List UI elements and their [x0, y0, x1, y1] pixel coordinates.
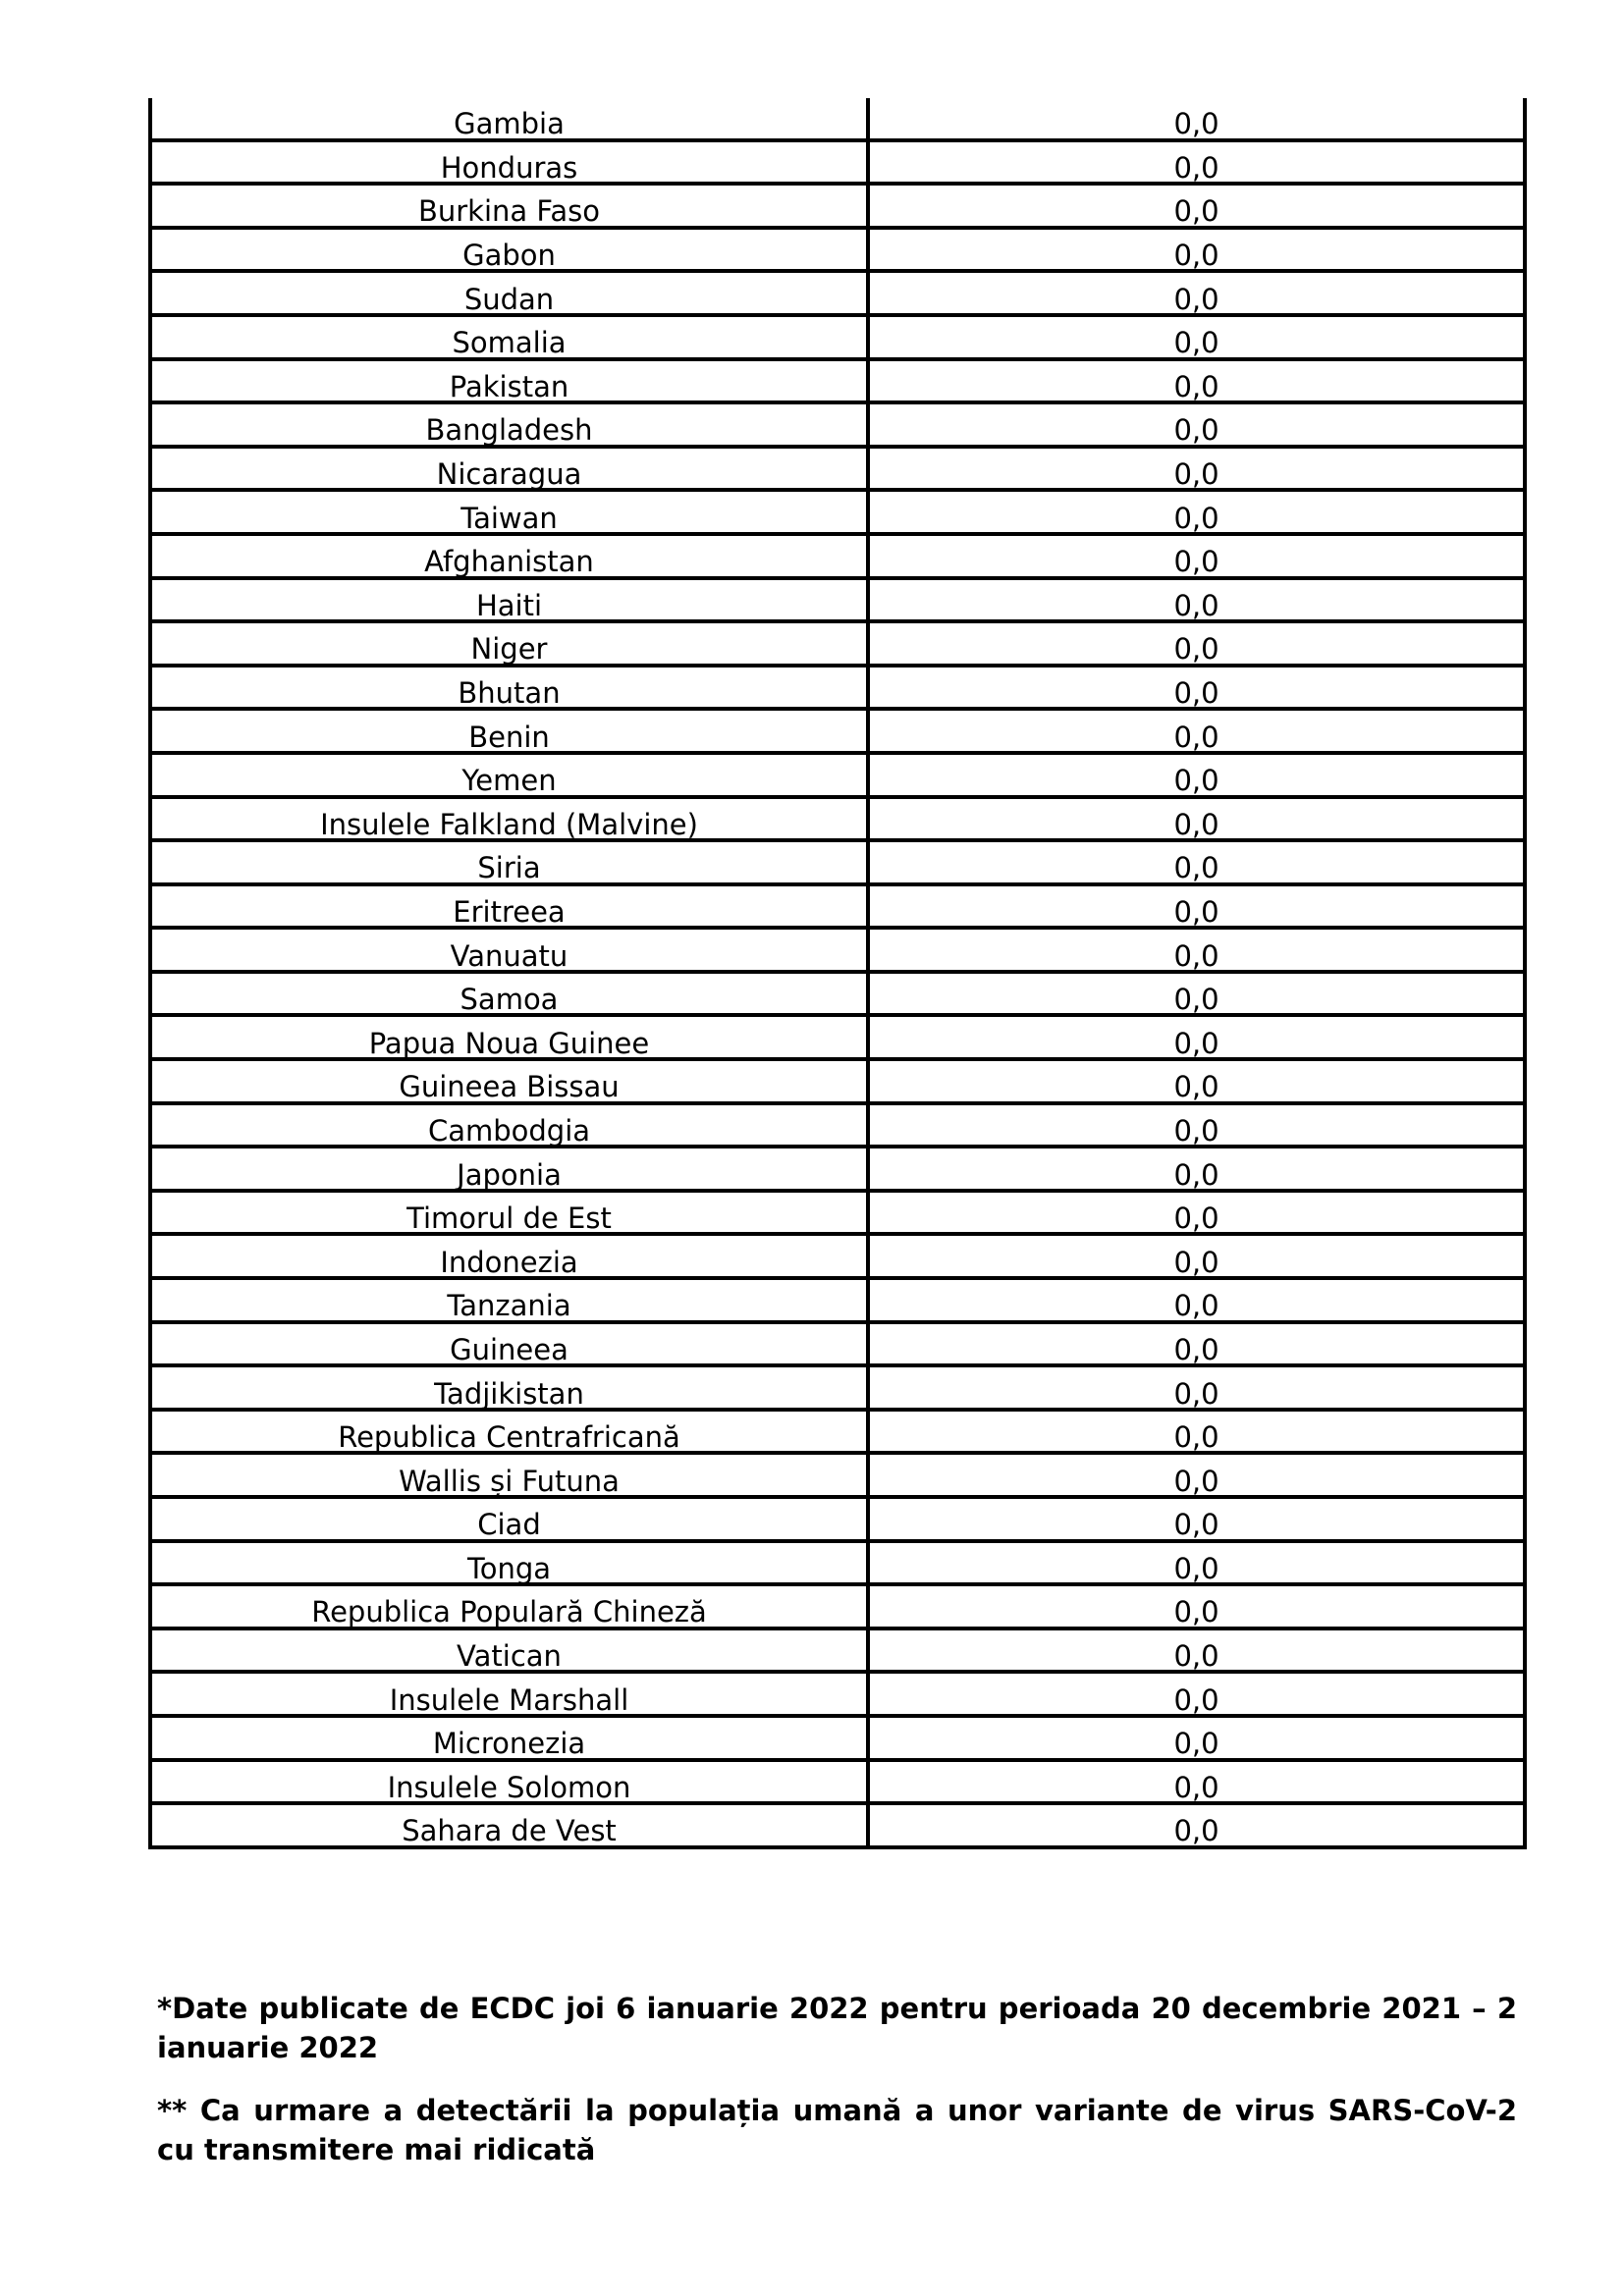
table-row	[150, 1803, 1525, 1847]
incidence-value: 0,0	[1173, 239, 1219, 273]
value-cell	[868, 402, 1525, 447]
country-cell	[150, 98, 868, 140]
value-cell	[868, 359, 1525, 403]
table-row	[150, 884, 1525, 929]
country-cell	[150, 1234, 868, 1278]
value-cell	[868, 1716, 1525, 1760]
country-cell	[150, 315, 868, 359]
country-name: Republica Centrafricană	[338, 1420, 680, 1455]
incidence-value: 0,0	[1173, 1113, 1219, 1148]
country-cell	[150, 534, 868, 578]
country-name: Timorul de Est	[406, 1201, 612, 1236]
value-cell	[868, 1497, 1525, 1541]
table-body	[150, 98, 1525, 1847]
value-cell	[868, 840, 1525, 884]
table-row	[150, 184, 1525, 228]
incidence-value: 0,0	[1173, 1727, 1219, 1761]
country-cell	[150, 578, 868, 622]
value-cell	[868, 1410, 1525, 1454]
value-cell	[868, 928, 1525, 972]
table-row	[150, 1584, 1525, 1629]
value-cell	[868, 1103, 1525, 1148]
incidence-value: 0,0	[1173, 107, 1219, 141]
country-cell	[150, 928, 868, 972]
value-cell	[868, 1059, 1525, 1103]
country-cell	[150, 1015, 868, 1059]
value-cell	[868, 315, 1525, 359]
value-cell	[868, 1015, 1525, 1059]
incidence-value: 0,0	[1173, 1814, 1219, 1848]
country-cell	[150, 184, 868, 228]
value-cell	[868, 271, 1525, 315]
country-name: Guineea	[450, 1332, 568, 1366]
table-row	[150, 140, 1525, 185]
table-row	[150, 534, 1525, 578]
incidence-value: 0,0	[1173, 1026, 1219, 1060]
incidence-value: 0,0	[1173, 545, 1219, 579]
table-row	[150, 359, 1525, 403]
table-row	[150, 1191, 1525, 1235]
table-row	[150, 1497, 1525, 1541]
country-cell	[150, 972, 868, 1016]
table-row	[150, 228, 1525, 272]
value-cell	[868, 140, 1525, 185]
table-row	[150, 928, 1525, 972]
incidence-value: 0,0	[1173, 1770, 1219, 1804]
value-cell	[868, 1803, 1525, 1847]
country-cell	[150, 271, 868, 315]
country-name: Insulele Marshall	[389, 1682, 629, 1717]
table-row	[150, 490, 1525, 534]
country-cell	[150, 1191, 868, 1235]
table-row	[150, 621, 1525, 666]
table-row	[150, 840, 1525, 884]
table-row	[150, 1760, 1525, 1804]
incidence-value: 0,0	[1173, 1682, 1219, 1717]
table-row	[150, 709, 1525, 753]
incidence-value: 0,0	[1173, 1201, 1219, 1236]
country-name: Pakistan	[449, 369, 569, 403]
footnote-source: *Date publicate de ECDC joi 6 ianuarie 2022 pentru perioada 20 decembrie 2021 – 2 ianuarie 2022	[157, 1992, 1517, 2064]
country-cell	[150, 1147, 868, 1191]
country-cell	[150, 1672, 868, 1716]
country-name: Wallis și Futuna	[399, 1464, 620, 1498]
country-name: Niger	[470, 632, 548, 667]
country-cell	[150, 1629, 868, 1673]
table-row	[150, 797, 1525, 841]
incidence-value: 0,0	[1173, 282, 1219, 316]
incidence-value: 0,0	[1173, 326, 1219, 360]
table-row	[150, 1541, 1525, 1585]
country-name: Guineea Bissau	[399, 1070, 620, 1104]
incidence-value: 0,0	[1173, 369, 1219, 403]
incidence-value: 0,0	[1173, 413, 1219, 448]
table-row	[150, 1629, 1525, 1673]
country-cell	[150, 840, 868, 884]
table-row	[150, 1147, 1525, 1191]
country-name: Siria	[477, 851, 541, 885]
incidence-value: 0,0	[1173, 1464, 1219, 1498]
incidence-value: 0,0	[1173, 764, 1219, 798]
country-cell	[150, 1322, 868, 1366]
country-name: Sahara de Vest	[402, 1814, 617, 1848]
value-cell	[868, 1584, 1525, 1629]
table-row	[150, 1365, 1525, 1410]
country-cell	[150, 1059, 868, 1103]
country-name: Vatican	[457, 1639, 562, 1674]
country-name: Benin	[468, 720, 550, 754]
table-row	[150, 98, 1525, 140]
incidence-value: 0,0	[1173, 894, 1219, 929]
incidence-value: 0,0	[1173, 938, 1219, 973]
value-cell	[868, 578, 1525, 622]
value-cell	[868, 98, 1525, 140]
country-name: Afghanistan	[424, 545, 594, 579]
value-cell	[868, 972, 1525, 1016]
table-row	[150, 1015, 1525, 1059]
country-name: Indonezia	[440, 1245, 578, 1279]
table-row	[150, 578, 1525, 622]
table-row	[150, 1278, 1525, 1322]
country-cell	[150, 1278, 868, 1322]
country-name: Bangladesh	[425, 413, 593, 448]
country-cell	[150, 1103, 868, 1148]
table-row	[150, 402, 1525, 447]
country-cell	[150, 1584, 868, 1629]
value-cell	[868, 1322, 1525, 1366]
value-cell	[868, 1672, 1525, 1716]
country-cell	[150, 447, 868, 491]
value-cell	[868, 1278, 1525, 1322]
country-cell	[150, 1803, 868, 1847]
value-cell	[868, 884, 1525, 929]
value-cell	[868, 666, 1525, 710]
incidence-value: 0,0	[1173, 1639, 1219, 1674]
incidence-value: 0,0	[1173, 720, 1219, 754]
country-name: Eritreea	[453, 894, 566, 929]
country-name: Bhutan	[458, 676, 561, 711]
country-name: Tanzania	[447, 1289, 571, 1323]
country-cell	[150, 1760, 868, 1804]
incidence-value: 0,0	[1173, 1595, 1219, 1629]
country-name: Cambodgia	[427, 1113, 591, 1148]
value-cell	[868, 709, 1525, 753]
table-row	[150, 271, 1525, 315]
value-cell	[868, 490, 1525, 534]
country-name: Yemen	[461, 764, 557, 798]
incidence-value: 0,0	[1173, 1508, 1219, 1542]
country-cell	[150, 402, 868, 447]
country-name: Micronezia	[432, 1727, 586, 1761]
country-name: Honduras	[440, 150, 578, 185]
country-name: Gabon	[462, 239, 556, 273]
table-row	[150, 1322, 1525, 1366]
country-cell	[150, 140, 868, 185]
incidence-value: 0,0	[1173, 588, 1219, 622]
incidence-value: 0,0	[1173, 501, 1219, 535]
country-name: Samoa	[460, 983, 559, 1017]
value-cell	[868, 797, 1525, 841]
country-cell	[150, 797, 868, 841]
value-cell	[868, 621, 1525, 666]
incidence-value: 0,0	[1173, 1289, 1219, 1323]
incidence-value: 0,0	[1173, 676, 1219, 711]
country-cell	[150, 621, 868, 666]
value-cell	[868, 1541, 1525, 1585]
country-name: Vanuatu	[450, 938, 568, 973]
country-cell	[150, 359, 868, 403]
table-row	[150, 753, 1525, 797]
country-name: Sudan	[463, 282, 555, 316]
country-cell	[150, 490, 868, 534]
value-cell	[868, 228, 1525, 272]
value-cell	[868, 753, 1525, 797]
table-row	[150, 315, 1525, 359]
country-name: Burkina Faso	[417, 194, 601, 229]
country-cell	[150, 1497, 868, 1541]
incidence-value: 0,0	[1173, 807, 1219, 841]
table-row	[150, 1672, 1525, 1716]
incidence-value: 0,0	[1173, 632, 1219, 667]
country-name: Insulele Falkland (Malvine)	[320, 807, 698, 841]
footnote-variants: ** Ca urmare a detectării la populația umană a unor variante de virus SARS-CoV-2 cu transmitere mai ridicată	[157, 2094, 1517, 2166]
value-cell	[868, 447, 1525, 491]
table-row	[150, 1410, 1525, 1454]
country-incidence-table	[148, 98, 1527, 1849]
value-cell	[868, 1234, 1525, 1278]
country-cell	[150, 1541, 868, 1585]
country-name: Papua Noua Guinee	[368, 1026, 650, 1060]
value-cell	[868, 1147, 1525, 1191]
incidence-value: 0,0	[1173, 851, 1219, 885]
table-row	[150, 447, 1525, 491]
incidence-value: 0,0	[1173, 1157, 1219, 1192]
value-cell	[868, 534, 1525, 578]
country-cell	[150, 753, 868, 797]
country-cell	[150, 1716, 868, 1760]
country-cell	[150, 884, 868, 929]
table-row	[150, 1234, 1525, 1278]
incidence-value: 0,0	[1173, 1332, 1219, 1366]
country-name: Republica Populară Chineză	[311, 1595, 707, 1629]
country-name: Tadjikistan	[434, 1376, 584, 1411]
country-cell	[150, 1453, 868, 1497]
value-cell	[868, 1365, 1525, 1410]
value-cell	[868, 1453, 1525, 1497]
incidence-value: 0,0	[1173, 1245, 1219, 1279]
value-cell	[868, 184, 1525, 228]
table-row	[150, 1103, 1525, 1148]
table-row	[150, 666, 1525, 710]
country-cell	[150, 1410, 868, 1454]
country-name: Gambia	[454, 107, 565, 141]
incidence-value: 0,0	[1173, 983, 1219, 1017]
incidence-value: 0,0	[1173, 194, 1219, 229]
value-cell	[868, 1760, 1525, 1804]
incidence-value: 0,0	[1173, 1551, 1219, 1585]
incidence-value: 0,0	[1173, 457, 1219, 492]
country-cell	[150, 666, 868, 710]
incidence-value: 0,0	[1173, 1376, 1219, 1411]
table-row	[150, 1453, 1525, 1497]
incidence-value: 0,0	[1173, 1420, 1219, 1455]
country-name: Taiwan	[460, 501, 558, 535]
country-cell	[150, 1365, 868, 1410]
table-row	[150, 1059, 1525, 1103]
country-cell	[150, 709, 868, 753]
incidence-value: 0,0	[1173, 150, 1219, 185]
country-name: Tonga	[466, 1551, 552, 1585]
country-name: Ciad	[477, 1508, 541, 1542]
incidence-value: 0,0	[1173, 1070, 1219, 1104]
country-cell	[150, 228, 868, 272]
country-name: Somalia	[452, 326, 567, 360]
country-name: Nicaragua	[436, 457, 582, 492]
value-cell	[868, 1629, 1525, 1673]
table-row	[150, 1716, 1525, 1760]
value-cell	[868, 1191, 1525, 1235]
country-name: Japonia	[457, 1157, 562, 1192]
country-name: Haiti	[475, 588, 543, 622]
table-row	[150, 972, 1525, 1016]
country-name: Insulele Solomon	[387, 1770, 631, 1804]
